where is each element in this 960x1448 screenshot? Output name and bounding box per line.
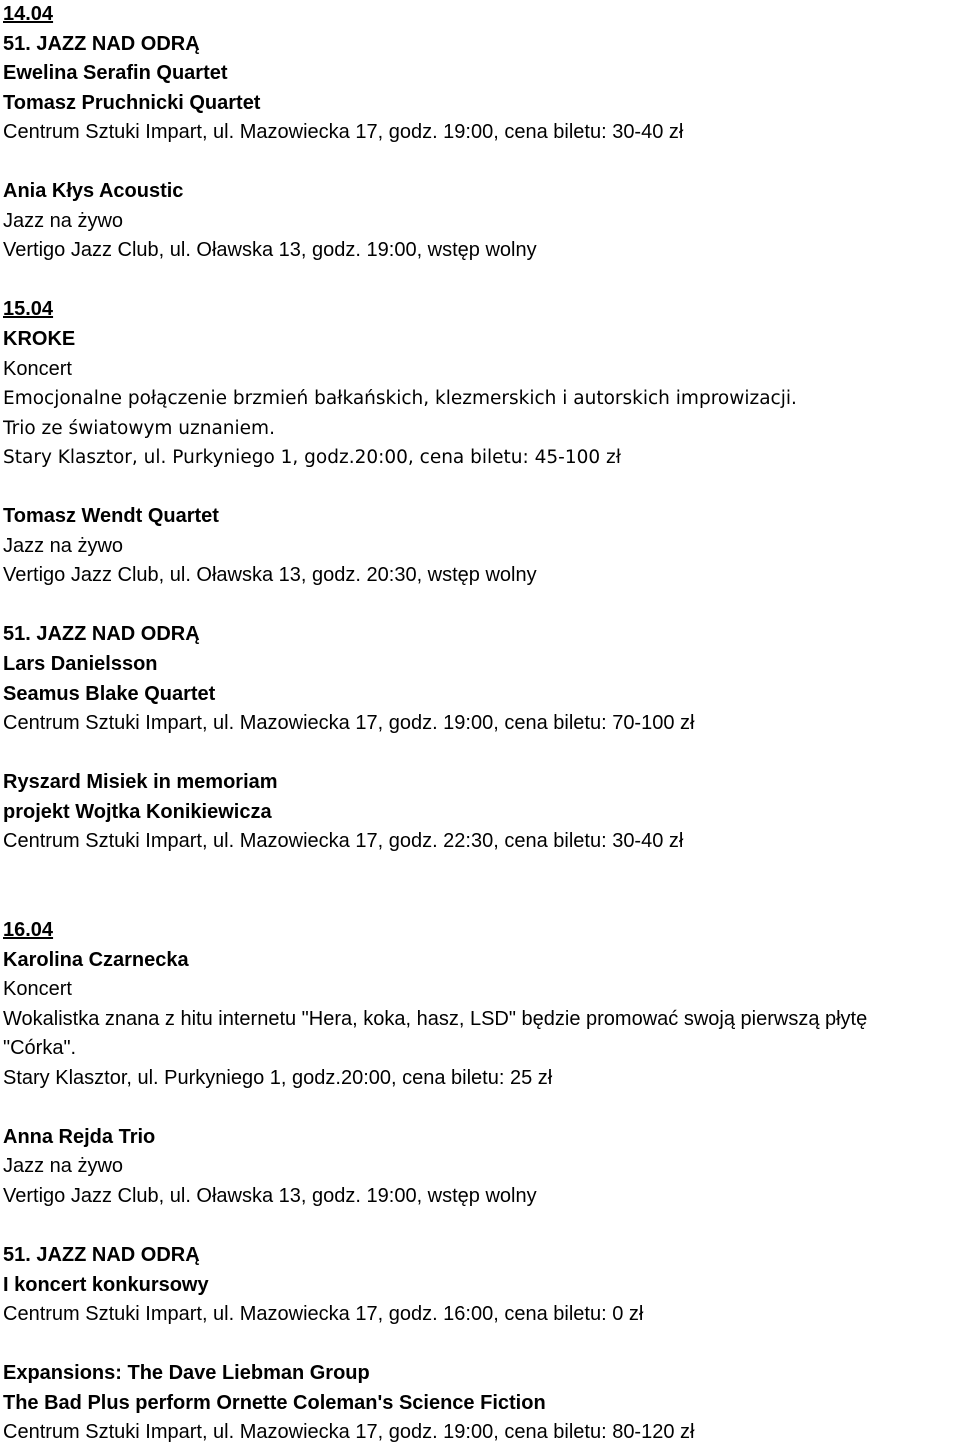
event-details: Stary Klasztor, ul. Purkyniego 1, godz.20:00, cena biletu: 25 zł — [3, 1066, 553, 1089]
event-category: Jazz na żywo — [3, 534, 124, 557]
event-details: Centrum Sztuki Impart, ul. Mazowiecka 17, godz. 19:00, cena biletu: 80-120 zł — [3, 1421, 695, 1444]
event-category: Koncert — [3, 978, 72, 1001]
event-details: Stary Klasztor, ul. Purkyniego 1, godz.20:00, cena biletu: 45-100 zł — [3, 447, 622, 469]
event-details: Vertigo Jazz Club, ul. Oławska 13, godz. 20:30, wstęp wolny — [3, 564, 537, 587]
event-listing — [3, 0, 958, 1448]
spacer — [3, 1093, 958, 1123]
spacer — [3, 148, 958, 178]
event-description: "Córka". — [3, 1037, 77, 1060]
event-title: projekt Wojtka Konikiewicza — [3, 800, 272, 823]
spacer — [3, 1330, 958, 1360]
event-title: Ewelina Serafin Quartet — [3, 62, 228, 85]
event-description: Wokalistka znana z hitu internetu "Hera, koka, hasz, LSD" będzie promować swoją pierwszą płytę — [3, 1007, 868, 1030]
event-title: Ania Kłys Acoustic — [3, 180, 184, 203]
event-category: Jazz na żywo — [3, 1155, 124, 1178]
festival-series: 51. JAZZ NAD ODRĄ — [3, 623, 200, 646]
event-title: Expansions: The Dave Liebman Group — [3, 1362, 370, 1385]
festival-series: 51. JAZZ NAD ODRĄ — [3, 1243, 200, 1266]
event-title: Ryszard Misiek in memoriam — [3, 771, 278, 794]
event-title: Tomasz Wendt Quartet — [3, 505, 219, 528]
event-title: Lars Danielsson — [3, 653, 158, 676]
event-title: I koncert konkursowy — [3, 1273, 209, 1296]
spacer — [3, 591, 958, 621]
date-heading: 16.04 — [3, 918, 54, 941]
event-category: Koncert — [3, 357, 72, 380]
date-heading: 15.04 — [3, 298, 54, 321]
date-heading: 14.04 — [3, 3, 54, 25]
event-details: Vertigo Jazz Club, ul. Oławska 13, godz. 19:00, wstęp wolny — [3, 239, 537, 262]
spacer — [3, 739, 958, 769]
event-title: Seamus Blake Quartet — [3, 682, 216, 705]
event-details: Vertigo Jazz Club, ul. Oławska 13, godz. 19:00, wstęp wolny — [3, 1184, 537, 1207]
event-description: Emocjonalne połączenie brzmień bałkańskich, klezmerskich i autorskich improwizacji. — [3, 388, 797, 410]
spacer — [3, 266, 958, 296]
festival-series: 51. JAZZ NAD ODRĄ — [3, 32, 200, 55]
event-title: Karolina Czarnecka — [3, 948, 189, 971]
event-details: Centrum Sztuki Impart, ul. Mazowiecka 17, godz. 19:00, cena biletu: 30-40 zł — [3, 121, 684, 144]
event-description: Trio ze światowym uznaniem. — [3, 417, 275, 439]
spacer — [3, 1211, 958, 1241]
event-title: The Bad Plus perform Ornette Coleman's Science Fiction — [3, 1391, 546, 1414]
event-details: Centrum Sztuki Impart, ul. Mazowiecka 17, godz. 16:00, cena biletu: 0 zł — [3, 1303, 644, 1326]
event-title: Anna Rejda Trio — [3, 1125, 156, 1148]
event-title: KROKE — [3, 328, 76, 351]
spacer — [3, 857, 958, 916]
event-details: Centrum Sztuki Impart, ul. Mazowiecka 17, godz. 19:00, cena biletu: 70-100 zł — [3, 712, 695, 735]
event-details: Centrum Sztuki Impart, ul. Mazowiecka 17, godz. 22:30, cena biletu: 30-40 zł — [3, 830, 684, 853]
event-title: Tomasz Pruchnicki Quartet — [3, 91, 261, 114]
spacer — [3, 473, 958, 503]
event-category: Jazz na żywo — [3, 209, 124, 232]
